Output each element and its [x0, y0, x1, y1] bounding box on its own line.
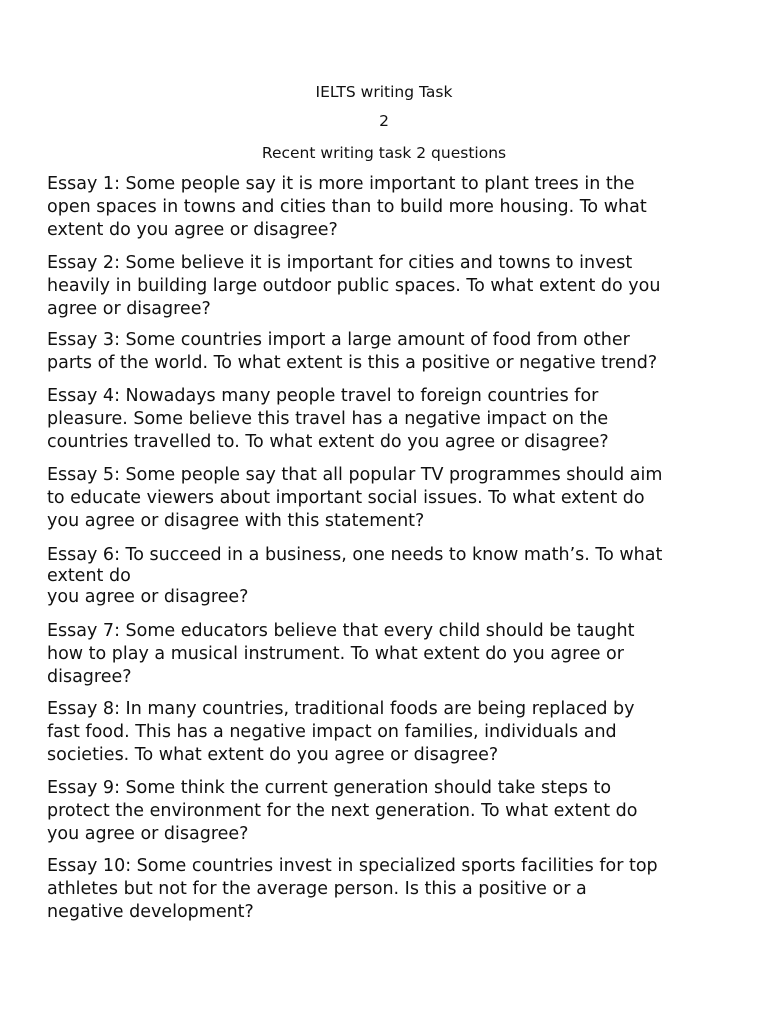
essay-question-6: Essay 6: To succeed in a business, one needs to know math’s. To what extent do you agree or disagree?: [47, 545, 663, 607]
essay-question-1: Essay 1: Some people say it is more important to plant trees in the open spaces in towns and cities than to build more housing. To what extent do you agree or disagree?: [47, 174, 647, 240]
essay-question-4: Essay 4: Nowadays many people travel to foreign countries for pleasure. Some believe this travel has a negative impact on the countries travelled to. To what extent do you agree or disagree?: [47, 386, 609, 452]
essay-question-9: Essay 9: Some think the current generation should take steps to protect the environment for the next generation. To what extent do you agree or disagree?: [47, 778, 638, 844]
document-title-number: 2: [379, 112, 389, 130]
essay-question-8: Essay 8: In many countries, traditional foods are being replaced by fast food. This has a negative impact on families, individuals and societies. To what extent do you agree or disagree?: [47, 699, 635, 765]
essay-question-5: Essay 5: Some people say that all popular TV programmes should aim to educate viewers about important social issues. To what extent do you agree or disagree with this statement?: [47, 465, 663, 531]
essay-question-7: Essay 7: Some educators believe that every child should be taught how to play a musical instrument. To what extent do you agree or disagree?: [47, 621, 635, 687]
essay-question-3: Essay 3: Some countries import a large amount of food from other parts of the world. To what extent is this a positive or negative trend?: [47, 330, 658, 373]
essay-question-2: Essay 2: Some believe it is important for cities and towns to invest heavily in building large outdoor public spaces. To what extent do you agree or disagree?: [47, 253, 661, 319]
document-subtitle: Recent writing task 2 questions: [261, 144, 507, 162]
essay-question-10: Essay 10: Some countries invest in specialized sports facilities for top athletes but not for the average person. Is this a positive or a negative development?: [47, 856, 658, 922]
document-title: IELTS writing Task: [315, 83, 453, 101]
